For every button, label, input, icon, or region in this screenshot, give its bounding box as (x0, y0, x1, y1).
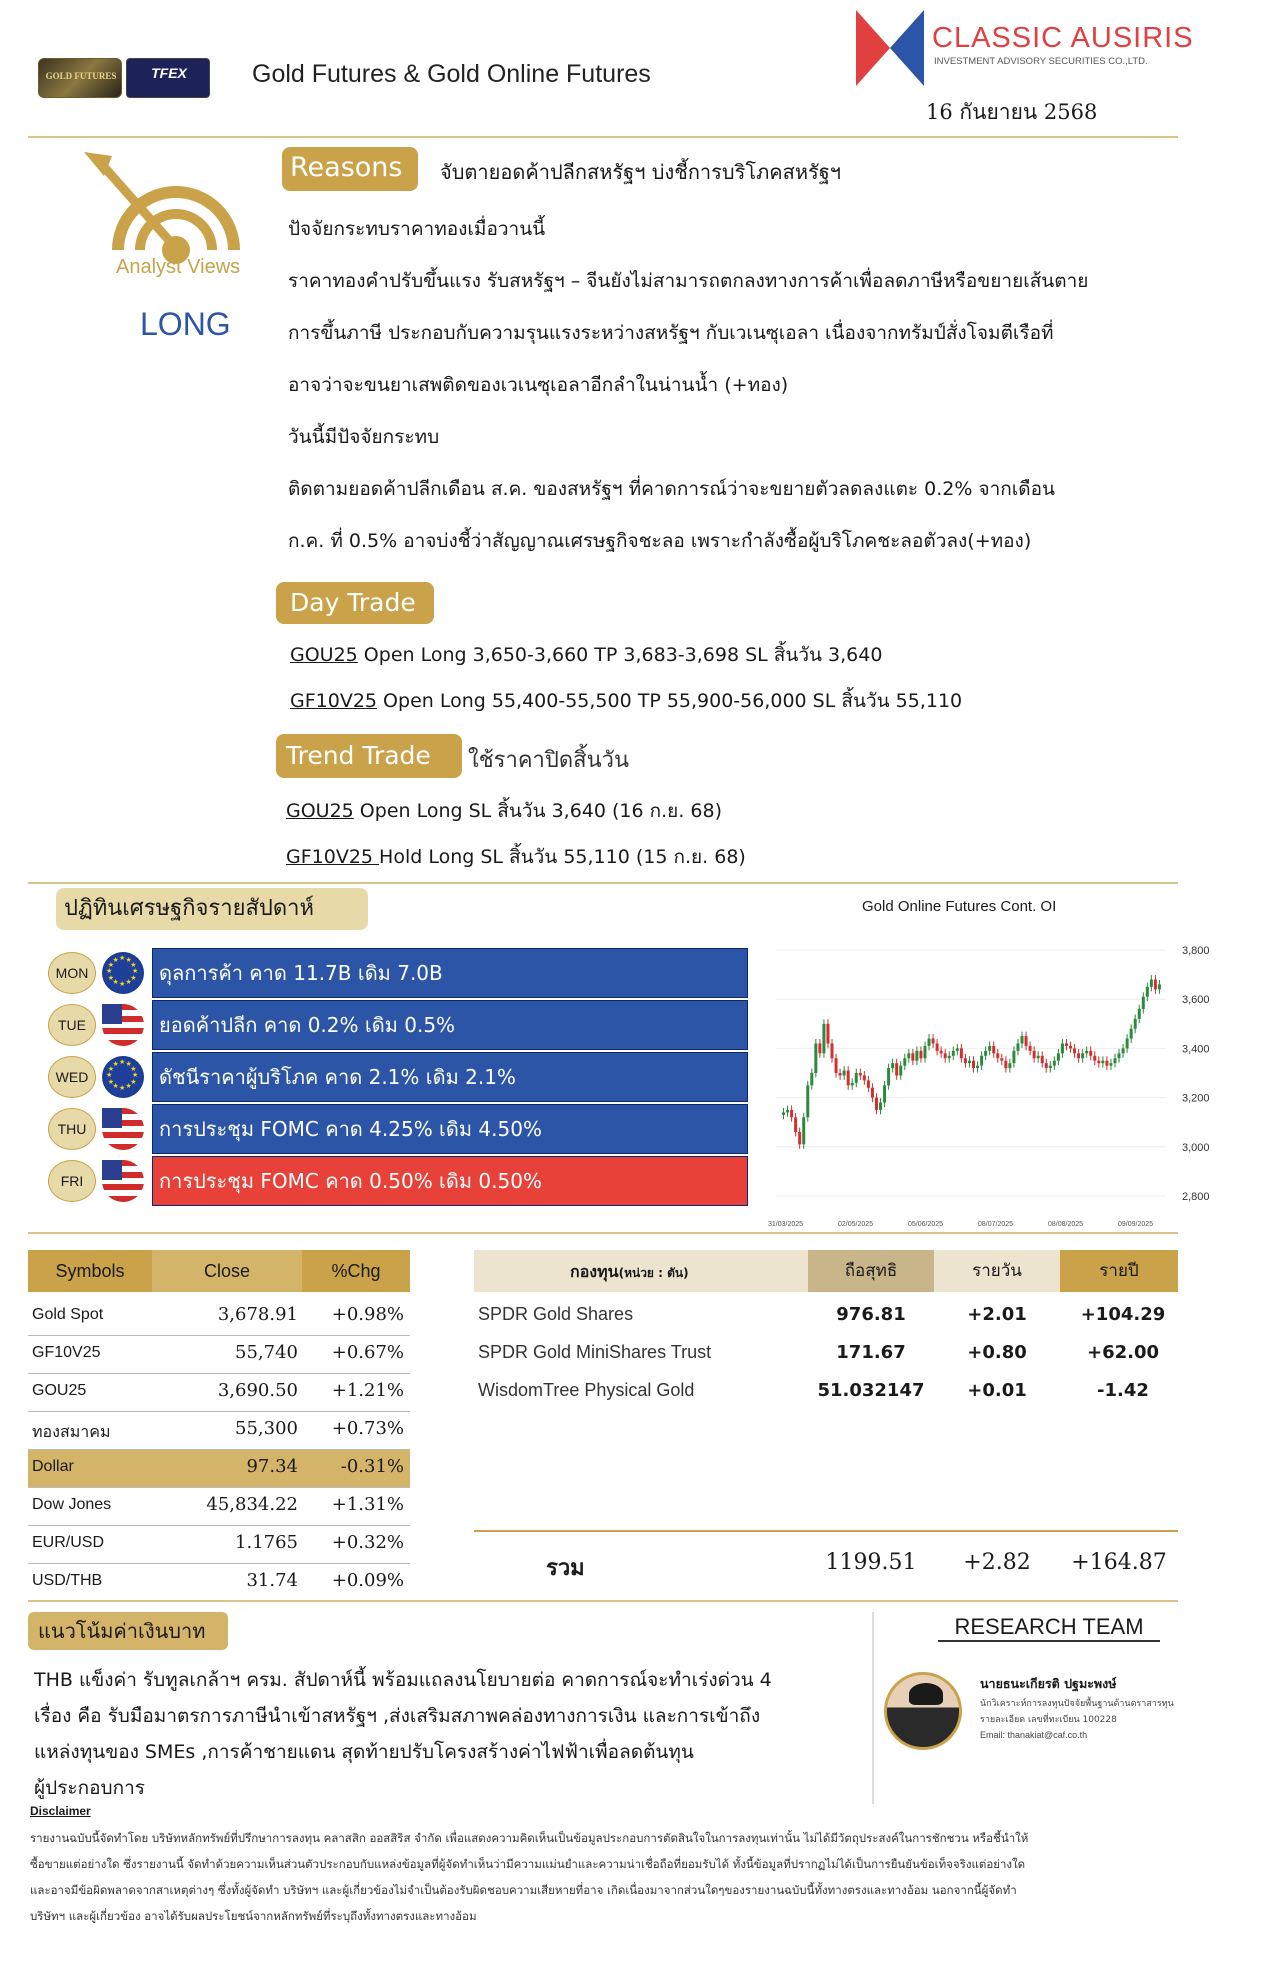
cell-close: 3,690.50 (217, 1380, 298, 1401)
cell-close: 55,740 (235, 1342, 298, 1363)
day-trade-item (290, 640, 882, 670)
candle-body (1101, 1061, 1104, 1063)
cell-close: 1.1765 (235, 1532, 298, 1553)
disclaimer-line: รายงานฉบับนี้จัดทำโดย บริษัทหลักทรัพย์ที่ปรึกษาการลงทุน คลาสสิก ออสสิริส จำกัด เพื่อแสดงความคิดเห็นเป็นข้อมูลประกอบการตัดสินใจในการลงทุนเท่านั้น ไม่ได้มีวัตถุประสงค์ในการชักชวน หรือชี้นำให้ (30, 1831, 1029, 1845)
baht-outlook-text (34, 1662, 772, 1806)
reason-line: การขึ้นภาษี ประกอบกับความรุนแรงระหว่างสหรัฐฯ กับเวเนซุเอลา เนื่องจากทรัมป์สั่งโจมตีเรือที่ (288, 322, 1054, 344)
baht-line: แหล่งทุนของ SMEs ,การค้าชายแดน สุดท้ายปรับโครงสร้างค่าไฟฟ้าเพื่อลดต้นทุน (34, 1741, 694, 1763)
fund-total-daily: +2.82 (963, 1550, 1031, 1575)
cell-chg: +0.73% (331, 1418, 404, 1439)
candle-body (1041, 1056, 1044, 1063)
symbols-table-row (28, 1564, 410, 1602)
symbols-table-row (28, 1374, 410, 1412)
cell-net: 171.67 (836, 1342, 906, 1363)
cell-fund-name: SPDR Gold Shares (478, 1304, 634, 1324)
cell-yearly: +104.29 (1080, 1304, 1166, 1325)
cell-daily: +2.01 (967, 1304, 1027, 1325)
trade-detail: Open Long 55,400-55,500 TP 55,900-56,000 SL สิ้นวัน 55,110 (377, 690, 963, 712)
candle-body (1057, 1053, 1060, 1060)
fund-table-row (474, 1298, 1178, 1336)
analyst-name: นายธนะเกียรติ ปฐมะพงษ์ (980, 1676, 1117, 1691)
candle-body (903, 1058, 906, 1065)
classic-ausiris-logo-icon (856, 10, 924, 86)
symbols-table-row (28, 1450, 410, 1488)
candle-body (1118, 1053, 1121, 1058)
candle-body (1000, 1058, 1003, 1060)
reason-line: ติดตามยอดค้าปลีกเดือน ส.ค. ของสหรัฐฯ ที่คาดการณ์ว่าจะขยายตัวลดลงแตะ 0.2% จากเดือน (288, 478, 1056, 500)
candle-body (867, 1080, 870, 1087)
candle-body (1016, 1043, 1019, 1050)
candle-body (919, 1051, 922, 1058)
cell-chg: +0.09% (331, 1570, 404, 1591)
cell-yearly: +62.00 (1086, 1342, 1160, 1363)
trend-trade-item (286, 796, 722, 826)
candle-body (871, 1088, 874, 1098)
cell-daily: +0.80 (967, 1342, 1027, 1363)
baht-line: เรื่อง คือ รับมือมาตรการภาษีนำเข้าสหรัฐฯ ,ส่งเสริมสภาพคล่องทางการเงิน และการเข้าถึง (34, 1705, 761, 1727)
candle-body (1004, 1061, 1007, 1068)
candle-body (1008, 1063, 1011, 1068)
tfex-logo-text: TFEX (151, 65, 187, 81)
candle-body (940, 1051, 943, 1053)
day-badge: MON (48, 952, 96, 994)
candle-body (1049, 1066, 1052, 1068)
cell-chg: +0.32% (331, 1532, 404, 1553)
candle-body (976, 1066, 979, 1068)
candle-body (826, 1024, 829, 1044)
header-chg: %Chg (331, 1261, 381, 1281)
fund-table-header (474, 1250, 1178, 1292)
candle-body (952, 1051, 955, 1056)
header-net: ถือสุทธิ (808, 1250, 934, 1292)
cell-close: 55,300 (235, 1418, 298, 1439)
candle-body (1081, 1053, 1084, 1058)
candle-body (1150, 980, 1153, 987)
reason-line: วันนี้มีปัจจัยกระทบ (288, 426, 440, 448)
candle-body (1122, 1048, 1125, 1053)
trade-symbol: GOU25 (290, 644, 358, 666)
candle-body (831, 1043, 834, 1058)
candle-body (863, 1075, 866, 1080)
candle-body (992, 1046, 995, 1053)
trend-trade-note: ใช้ราคาปิดสิ้นวัน (468, 748, 630, 773)
header-fund-name: กองทุน (570, 1262, 619, 1281)
cell-net: 51.032147 (817, 1380, 925, 1401)
day-trade-label: Day Trade (276, 582, 434, 624)
cell-close: 31.74 (246, 1570, 298, 1591)
chart-title: Gold Online Futures Cont. OI (862, 898, 1057, 915)
cell-chg: +1.21% (331, 1380, 404, 1401)
candle-body (1085, 1051, 1088, 1053)
trade-detail: Open Long SL สิ้นวัน 3,640 (16 ก.ย. 68) (353, 800, 722, 822)
header-divider (28, 136, 1178, 138)
cell-symbol: Gold Spot (32, 1306, 104, 1323)
header-fund-unit: (หน่วย : ตัน) (618, 1266, 689, 1280)
event-bar: ยอดค้าปลีก คาด 0.2% เดิม 0.5% (152, 1000, 748, 1050)
analyst-role: นักวิเคราะห์การลงทุนปัจจัยพื้นฐานด้านตราสารทุน (980, 1699, 1174, 1709)
cell-fund-name: WisdomTree Physical Gold (478, 1380, 695, 1400)
candle-body (847, 1071, 850, 1086)
candle-body (1113, 1058, 1116, 1063)
candle-body (1154, 980, 1157, 990)
cell-close: 3,678.91 (217, 1304, 298, 1325)
reasons-headline: จับตายอดค้าปลีกสหรัฐฯ บ่งชี้การบริโภคสหรัฐฯ (440, 160, 842, 184)
trend-trade-label: Trend Trade (276, 734, 462, 778)
trend-trade-item (286, 842, 746, 872)
candle-body (996, 1053, 999, 1058)
disclaimer-line: ซื้อขายแต่อย่างใด ซึ่งรายงานนี้ จัดทำด้วยความเห็นส่วนตัวประกอบกับแหล่งข้อมูลที่ผู้จัดทำเห็นว่ามีความแม่นยำและความน่าเชื่อถือที่ยอมรับได้ ทั้งนี้ข้อมูลที่ปรากฏไม่ได้เป็นการยืนยันข้อเท็จจริงแต่อย่างใด (30, 1857, 1026, 1871)
analyst-license: รายละเอียด เลขที่ทะเบียน 100228 (980, 1715, 1117, 1725)
disclaimer-title: Disclaimer (30, 1804, 91, 1818)
candle-body (1037, 1056, 1040, 1058)
candle-body (1029, 1046, 1032, 1051)
y-tick-label: 3,200 (1182, 1092, 1210, 1105)
candle-body (891, 1063, 894, 1068)
candle-body (1130, 1029, 1133, 1039)
cell-symbol: GOU25 (32, 1382, 87, 1399)
candle-body (790, 1110, 793, 1117)
day-badge: FRI (48, 1160, 96, 1202)
candle-body (1134, 1019, 1137, 1029)
cell-symbol: USD/THB (32, 1572, 103, 1589)
reasons-label: Reasons (282, 147, 418, 191)
candle-body (984, 1051, 987, 1056)
report-date: 16 กันยายน 2568 (926, 100, 1098, 124)
x-tick-label: 08/08/2025 (1048, 1221, 1084, 1228)
candle-body (1073, 1048, 1076, 1053)
candle-body (1158, 984, 1161, 989)
candle-body (895, 1063, 898, 1075)
trade-detail: Open Long 3,650-3,660 TP 3,683-3,698 SL สิ้นวัน 3,640 (357, 644, 883, 666)
candle-body (1126, 1039, 1129, 1049)
candle-body (855, 1073, 858, 1083)
header-fund (570, 1260, 689, 1285)
day-badge: WED (48, 1056, 96, 1098)
cell-close: 45,834.22 (206, 1494, 298, 1515)
candle-body (879, 1103, 882, 1110)
research-team-title: RESEARCH TEAM (938, 1614, 1160, 1642)
disclaimer-line: และอาจมีข้อผิดพลาดจากสาเหตุต่างๆ ซึ่งทั้งผู้จัดทำ บริษัทฯ และผู้เกี่ยวข้องไม่จำเป็นต้องรับผิดชอบความเสียหายที่อาจ เกิดเนื่องมาจากส่วนใดๆของรายงานฉบับนี้ทั้งทางตรงและทางอ้อม นอกจากนี้ผู้จัดทำ (30, 1883, 1017, 1897)
brand-name: CLASSIC AUSIRIS (932, 22, 1194, 54)
cell-chg: +1.31% (331, 1494, 404, 1515)
cell-symbol: EUR/USD (32, 1534, 105, 1551)
candle-body (956, 1048, 959, 1050)
y-tick-label: 3,000 (1182, 1141, 1210, 1154)
x-tick-label: 02/05/2025 (838, 1221, 874, 1228)
header-daily: รายวัน (972, 1261, 1022, 1281)
candle-body (810, 1073, 813, 1085)
candle-body (814, 1043, 817, 1073)
fund-table-row (474, 1336, 1178, 1374)
candle-body (1142, 997, 1145, 1009)
trade-symbol: GF10V25 (286, 846, 380, 868)
x-tick-label: 08/07/2025 (978, 1221, 1014, 1228)
analyst-views-label: Analyst Views (116, 256, 241, 278)
event-bar: ดุลการค้า คาด 11.7B เดิม 7.0B (152, 948, 748, 998)
cell-yearly: -1.42 (1097, 1380, 1149, 1401)
candle-body (1012, 1051, 1015, 1063)
candle-body (1105, 1061, 1108, 1066)
baht-line: ผู้ประกอบการ (34, 1777, 145, 1799)
symbols-table-row (28, 1488, 410, 1526)
header-symbols: Symbols (55, 1261, 125, 1281)
eu-flag-icon: ★ ★ ★ ★ ★ ★ ★ ★ ★ ★ ★ ★ (102, 1056, 144, 1098)
candle-body (1093, 1056, 1096, 1061)
symbols-table-row (28, 1298, 410, 1336)
fund-total-yearly: +164.87 (1071, 1550, 1167, 1575)
candle-body (1053, 1061, 1056, 1066)
symbols-table-row (28, 1526, 410, 1564)
candle-body (936, 1043, 939, 1050)
stance-label: LONG (140, 306, 231, 342)
candle-body (798, 1132, 801, 1144)
us-flag-icon (102, 1004, 144, 1046)
candle-body (1045, 1063, 1048, 1068)
cell-close: 97.34 (246, 1456, 298, 1477)
section-divider (28, 1232, 1178, 1234)
cell-fund-name: SPDR Gold MiniShares Trust (478, 1342, 712, 1362)
candle-body (818, 1043, 821, 1053)
cell-net: 976.81 (836, 1304, 906, 1325)
candle-body (1033, 1051, 1036, 1058)
reason-line: ปัจจัยกระทบราคาทองเมื่อวานนี้ (288, 218, 546, 240)
symbols-table-row (28, 1336, 410, 1374)
cell-daily: +0.01 (967, 1380, 1027, 1401)
trade-symbol: GOU25 (286, 800, 354, 822)
candle-body (835, 1058, 838, 1073)
analyst-email: Email: thanakiat@caf.co.th (980, 1730, 1088, 1740)
section-divider (28, 882, 1178, 884)
candle-body (843, 1071, 846, 1076)
candle-body (1109, 1063, 1112, 1065)
candle-body (1089, 1051, 1092, 1056)
fund-total-label: รวม (546, 1556, 585, 1581)
vertical-divider (872, 1612, 874, 1804)
candle-body (988, 1046, 991, 1051)
gold-futures-candlestick-chart (756, 934, 1210, 1230)
candle-body (875, 1098, 878, 1110)
cell-symbol: Dollar (32, 1458, 74, 1475)
candle-body (1146, 987, 1149, 997)
x-tick-label: 05/06/2025 (908, 1221, 944, 1228)
trade-detail: Hold Long SL สิ้นวัน 55,110 (15 ก.ย. 68) (379, 846, 746, 868)
candle-body (883, 1085, 886, 1102)
candle-body (932, 1039, 935, 1044)
candle-body (1065, 1043, 1068, 1045)
symbols-table-header (28, 1250, 410, 1292)
fund-table-row (474, 1374, 1178, 1412)
candle-body (887, 1068, 890, 1085)
baht-line: THB แข็งค่า รับทูลเกล้าฯ ครม. สัปดาห์นี้ พร้อมแถลงนโยบายต่อ คาดการณ์จะทำเร่งด่วน 4 (34, 1669, 772, 1691)
trade-symbol: GF10V25 (290, 690, 378, 712)
event-bar: ดัชนีราคาผู้บริโภค คาด 2.1% เดิม 2.1% (152, 1052, 748, 1102)
candle-body (1097, 1061, 1100, 1063)
candle-body (980, 1056, 983, 1066)
target-arrow-icon (78, 150, 268, 260)
weekly-calendar-title: ปฏิทินเศรษฐกิจรายสัปดาห์ (56, 888, 368, 930)
candle-body (782, 1112, 785, 1114)
fund-total-net: 1199.51 (825, 1550, 917, 1575)
candle-body (960, 1048, 963, 1058)
cell-chg: +0.67% (331, 1342, 404, 1363)
reason-line: ก.ค. ที่ 0.5% อาจบ่งชี้ว่าสัญญาณเศรษฐกิจชะลอ เพราะกำลังซื้อผู้บริโภคชะลอตัวลง(+ทอง) (288, 530, 1032, 552)
x-tick-label: 09/09/2025 (1118, 1221, 1154, 1228)
cell-chg: -0.31% (340, 1456, 404, 1477)
candle-body (806, 1085, 809, 1117)
candle-body (851, 1083, 854, 1085)
candle-body (899, 1066, 902, 1076)
candle-body (928, 1039, 931, 1046)
cell-symbol: Dow Jones (32, 1496, 112, 1513)
header-close: Close (152, 1250, 302, 1292)
candle-body (1138, 1009, 1141, 1019)
day-badge: TUE (48, 1004, 96, 1046)
disclaimer-line: บริษัทฯ และผู้เกี่ยวข้อง อาจได้รับผลประโยชน์จากหลักทรัพย์ที่ระบุถึงทั้งทางตรงและทางอ้อม (30, 1909, 477, 1923)
brand-subtitle: INVESTMENT ADVISORY SECURITIES CO.,LTD. (934, 56, 1148, 67)
fund-total-divider (474, 1530, 1178, 1532)
us-flag-icon (102, 1160, 144, 1202)
candle-body (944, 1053, 947, 1058)
candle-body (859, 1073, 862, 1075)
cell-chg: +0.98% (331, 1304, 404, 1325)
day-badge: THU (48, 1108, 96, 1150)
candle-body (1025, 1036, 1028, 1046)
header-yearly: รายปี (1060, 1250, 1178, 1292)
tfex-logo (126, 58, 210, 98)
candle-body (839, 1073, 842, 1075)
eu-flag-icon: ★ ★ ★ ★ ★ ★ ★ ★ ★ ★ ★ ★ (102, 952, 144, 994)
event-bar: การประชุม FOMC คาด 0.50% เดิม 0.50% (152, 1156, 748, 1206)
candle-body (948, 1056, 951, 1058)
analyst-avatar (884, 1672, 962, 1750)
report-title: Gold Futures & Gold Online Futures (252, 60, 651, 88)
y-tick-label: 3,400 (1182, 1043, 1210, 1056)
baht-outlook-label: แนวโน้มค่าเงินบาท (28, 1612, 228, 1650)
candle-body (915, 1051, 918, 1061)
candle-body (1077, 1053, 1080, 1058)
candle-body (911, 1053, 914, 1060)
y-tick-label: 3,600 (1182, 994, 1210, 1007)
section-divider (28, 1600, 1178, 1602)
candle-body (794, 1117, 797, 1132)
event-bar: การประชุม FOMC คาด 4.25% เดิม 4.50% (152, 1104, 748, 1154)
candle-body (1021, 1036, 1024, 1043)
candle-body (802, 1117, 805, 1144)
us-flag-icon (102, 1108, 144, 1150)
candle-body (972, 1061, 975, 1068)
candle-body (786, 1110, 789, 1112)
cell-symbol: ทองสมาคม (32, 1424, 111, 1441)
x-tick-label: 31/03/2025 (768, 1221, 804, 1228)
gold-futures-logo (38, 58, 122, 98)
candle-body (923, 1046, 926, 1058)
candle-body (1069, 1046, 1072, 1048)
candle-body (964, 1058, 967, 1063)
y-tick-label: 3,800 (1182, 945, 1210, 957)
candle-body (968, 1061, 971, 1063)
y-tick-label: 2,800 (1182, 1191, 1210, 1203)
reason-line: อาจว่าจะขนยาเสพติดของเวเนซุเอลาอีกลำในน่านน้ำ (+ทอง) (288, 374, 789, 396)
gold-futures-logo-text: GOLD FUTURES (45, 71, 117, 81)
cell-symbol: GF10V25 (32, 1344, 101, 1361)
candle-body (907, 1053, 910, 1058)
reason-line: ราคาทองคำปรับขึ้นแรง รับสหรัฐฯ – จีนยังไม่สามารถตกลงทางการค้าเพื่อลดภาษีหรือขยายเส้นตาย (288, 270, 1089, 292)
day-trade-item (290, 686, 962, 716)
symbols-table-row (28, 1412, 410, 1450)
candle-body (822, 1024, 825, 1054)
candle-body (1061, 1043, 1064, 1053)
